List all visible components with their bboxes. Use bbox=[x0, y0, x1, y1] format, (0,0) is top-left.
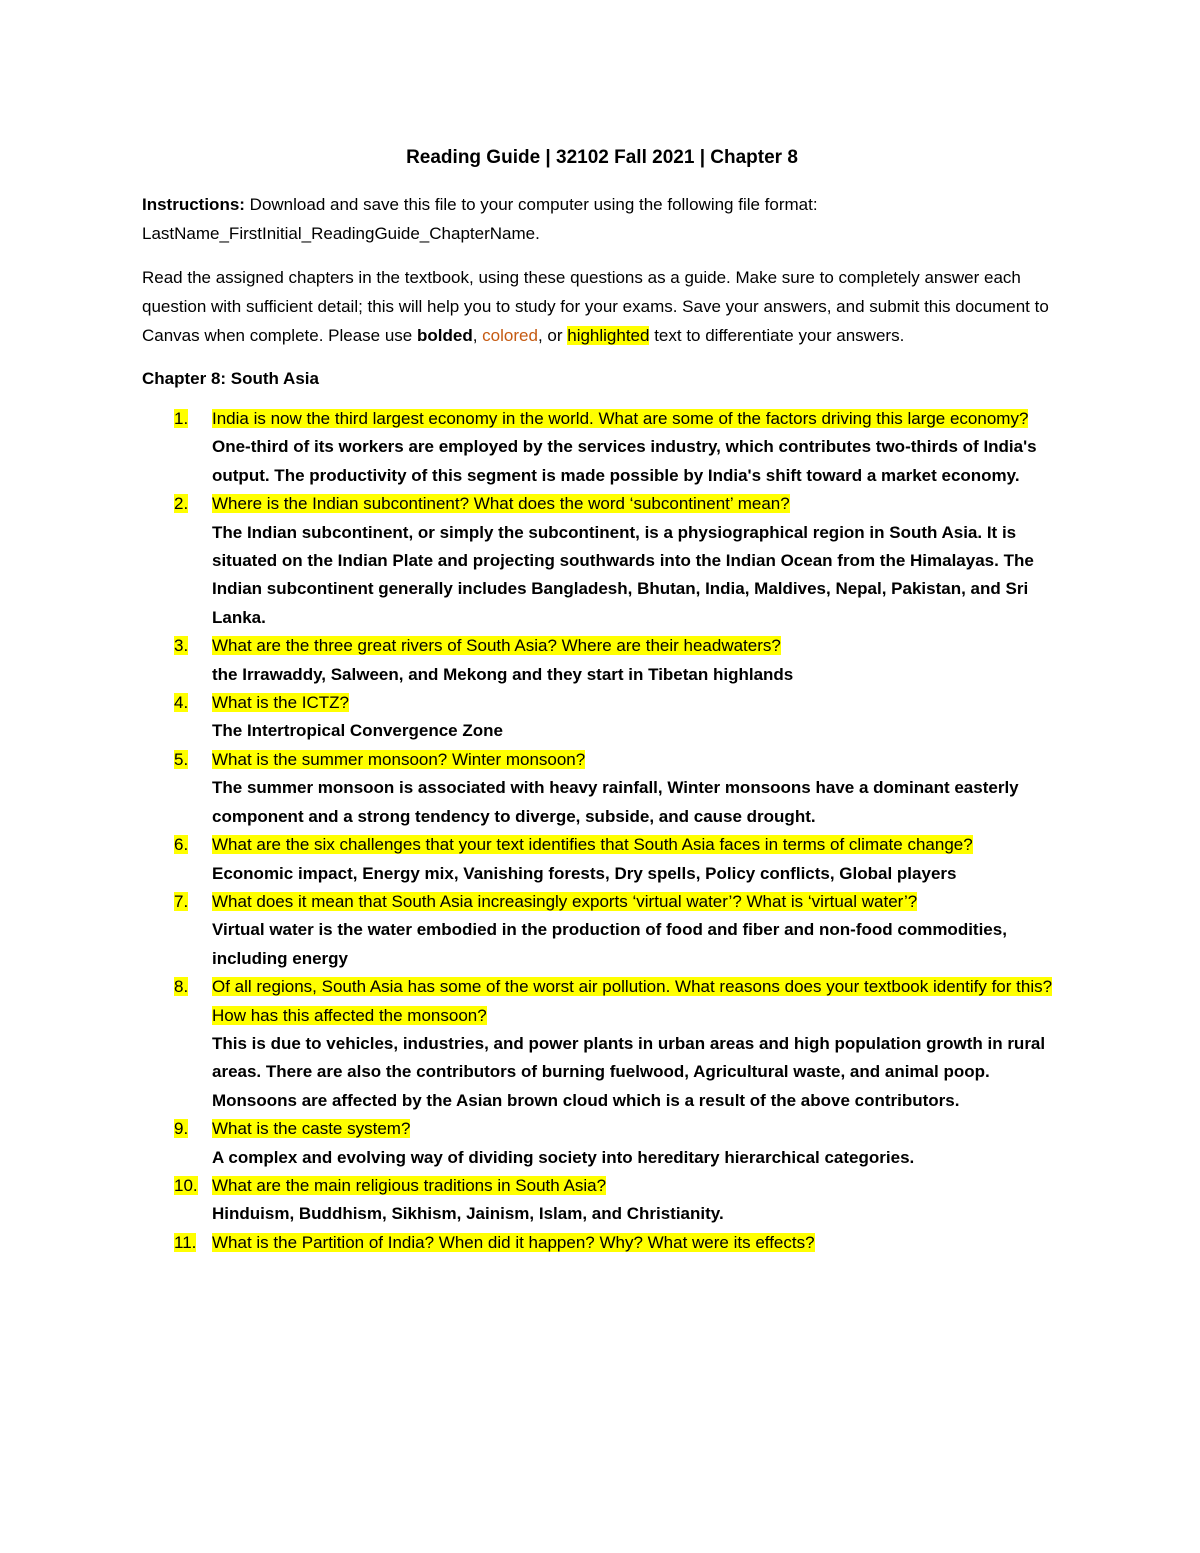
question-number: 9. bbox=[174, 1119, 189, 1139]
question-item bbox=[142, 490, 1062, 632]
instructions-paragraph bbox=[142, 190, 1062, 248]
question-text: What are the three great rivers of South Asia? Where are their headwaters? bbox=[212, 636, 781, 656]
guide-separator-1: , bbox=[472, 326, 483, 345]
question-item bbox=[142, 632, 1062, 689]
guide-text-2: text to differentiate your answers. bbox=[649, 326, 905, 345]
question-number: 4. bbox=[174, 693, 189, 713]
question-text: What are the main religious traditions in South Asia? bbox=[212, 1175, 607, 1195]
question-item bbox=[142, 405, 1062, 490]
guide-highlighted-word: highlighted bbox=[567, 326, 650, 345]
question-number: 10. bbox=[174, 1175, 198, 1195]
instructions-text: Download and save this file to your computer using the following file format: LastName_FirstInitial_ReadingGuide_ChapterName. bbox=[142, 195, 818, 243]
question-number: 7. bbox=[174, 891, 189, 911]
question-number: 6. bbox=[174, 835, 189, 855]
question-item bbox=[142, 973, 1062, 1115]
question-item bbox=[142, 831, 1062, 888]
question-number: 3. bbox=[174, 636, 189, 656]
question-text: Where is the Indian subcontinent? What does the word ‘subcontinent’ mean? bbox=[212, 494, 790, 514]
answer-text: the Irrawaddy, Salween, and Mekong and they start in Tibetan highlands bbox=[212, 664, 794, 684]
answer-text: A complex and evolving way of dividing society into hereditary hierarchical categories. bbox=[212, 1147, 915, 1167]
question-list bbox=[142, 405, 1062, 1257]
chapter-heading: Chapter 8: South Asia bbox=[142, 369, 319, 388]
answer-text: This is due to vehicles, industries, and power plants in urban areas and high population growth in rural areas. There are also the contributors of burning fuelwood, Agricultural waste, and animal poop. Monsoons are affected by the Asian brown cloud which is a result of the above contributors. bbox=[212, 1033, 1046, 1110]
guide-bolded-word: bolded bbox=[417, 326, 473, 345]
question-text: What is the ICTZ? bbox=[212, 693, 349, 713]
answer-text: Hinduism, Buddhism, Sikhism, Jainism, Islam, and Christianity. bbox=[212, 1204, 724, 1224]
answer-text: One-third of its workers are employed by the services industry, which contributes two-thirds of India's output. The productivity of this segment is made possible by India's shift toward a market economy. bbox=[212, 437, 1037, 485]
answer-text: Economic impact, Energy mix, Vanishing forests, Dry spells, Policy conflicts, Global players bbox=[212, 863, 957, 883]
question-number: 1. bbox=[174, 409, 189, 428]
question-item bbox=[142, 1115, 1062, 1172]
guide-paragraph bbox=[142, 263, 1062, 350]
question-number: 8. bbox=[174, 977, 189, 997]
answer-text: The summer monsoon is associated with heavy rainfall, Winter monsoons have a dominant easterly component and a strong tendency to diverge, subside, and cause drought. bbox=[212, 778, 1019, 826]
answer-text: The Indian subcontinent, or simply the subcontinent, is a physiographical region in South Asia. It is situated on the Indian Plate and projecting southwards into the Indian Ocean from the Himalayas. The Indian subcontinent generally includes Bangladesh, Bhutan, India, Maldives, Nepal, Pakistan, and Sri Lanka. bbox=[212, 522, 1034, 627]
question-text: India is now the third largest economy in the world. What are some of the factors driving this large economy? bbox=[212, 409, 1029, 428]
question-text: What is the Partition of India? When did it happen? Why? What were its effects? bbox=[212, 1232, 815, 1252]
question-text: Of all regions, South Asia has some of the worst air pollution. What reasons does your textbook identify for this? How has this affected the monsoon? bbox=[212, 977, 1053, 1025]
question-item bbox=[142, 1172, 1062, 1229]
question-item bbox=[142, 689, 1062, 746]
question-item bbox=[142, 1229, 1062, 1257]
question-item bbox=[142, 888, 1062, 973]
guide-separator-2: , or bbox=[537, 326, 568, 345]
question-text: What are the six challenges that your text identifies that South Asia faces in terms of climate change? bbox=[212, 835, 973, 855]
question-text: What is the caste system? bbox=[212, 1119, 411, 1139]
question-number: 5. bbox=[174, 749, 189, 769]
guide-text-1: Read the assigned chapters in the textbook, using these questions as a guide. Make sure to completely answer each question with sufficient detail; this will help you to study for your exams. Save your answers, and submit this document to Canvas when complete. Please use bbox=[142, 268, 1049, 345]
answer-text: Virtual water is the water embodied in the production of food and fiber and non-food commodities, including energy bbox=[212, 920, 1007, 968]
instructions-label: Instructions: bbox=[142, 195, 245, 214]
document-body bbox=[142, 144, 1062, 1257]
answer-text: The Intertropical Convergence Zone bbox=[212, 721, 503, 741]
question-text: What does it mean that South Asia increasingly exports ‘virtual water’? What is ‘virtual water’? bbox=[212, 891, 918, 911]
guide-colored-word: colored bbox=[482, 326, 538, 345]
question-item bbox=[142, 746, 1062, 831]
question-number: 2. bbox=[174, 494, 189, 514]
question-text: What is the summer monsoon? Winter monsoon? bbox=[212, 749, 586, 769]
page-title: Reading Guide | 32102 Fall 2021 | Chapter 8 bbox=[406, 147, 798, 168]
question-number: 11. bbox=[174, 1232, 197, 1252]
